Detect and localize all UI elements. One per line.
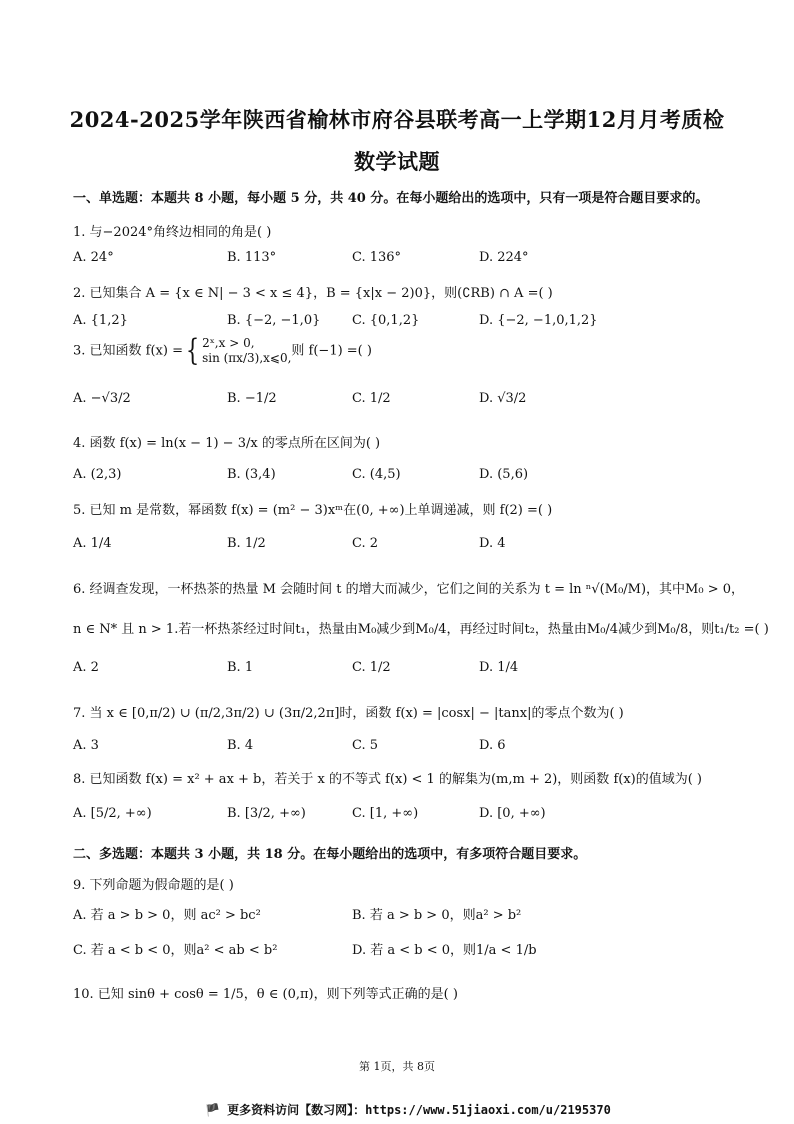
title-line1: 2024-2025学年陕西省榆林市府谷县联考高一上学期12月月考质检: [69, 107, 725, 132]
q5-option-b: B. 1/2: [227, 536, 266, 551]
q7-option-c: C. 5: [352, 738, 379, 753]
q2-option-c: C. {0,1,2}: [352, 313, 420, 328]
q5-stem: 5. 已知 m 是常数，幂函数 f(x) = (m² − 3)xᵐ在(0, +∞)上单调递减，则 f(2) =( ): [73, 503, 553, 518]
q2-option-a: A. {1,2}: [73, 313, 128, 328]
q4-option-a: A. (2,3): [73, 467, 122, 482]
q9-option-b: B. 若 a > b > 0，则a² > b²: [352, 908, 522, 923]
q6-option-a: A. 2: [73, 660, 99, 675]
q6-option-d: D. 1/4: [479, 660, 519, 675]
q3-option-a: A. −√3/2: [73, 391, 131, 406]
q5-option-a: A. 1/4: [73, 536, 112, 551]
q10-stem: 10. 已知 sinθ + cosθ = 1/5，θ ∈ (0,π)，则下列等式正确的是( ): [73, 987, 458, 1002]
q8-option-d: D. [0, +∞): [479, 806, 546, 821]
q6-option-b: B. 1: [227, 660, 254, 675]
ad-link[interactable]: 🏴 更多资料访问【数习网】：https://www.51jiaoxi.com/u/2195370: [205, 1103, 611, 1117]
q1-option-b: B. 113°: [227, 250, 277, 265]
q3-suffix: 则 f(−1) =( ): [291, 343, 372, 359]
q3-stem: [73, 333, 372, 368]
q7-option-b: B. 4: [227, 738, 254, 753]
q3-option-c: C. 1/2: [352, 391, 391, 406]
q2-stem: 2. 已知集合 A = {x ∈ N| − 3 < x ≤ 4}，B = {x|x − 2)0}，则(∁RB) ∩ A =( ): [73, 286, 553, 301]
q5-option-d: D. 4: [479, 536, 506, 551]
q4-option-b: B. (3,4): [227, 467, 276, 482]
q7-option-d: D. 6: [479, 738, 506, 753]
q3-option-d: D. √3/2: [479, 391, 527, 406]
q8-option-c: C. [1, +∞): [352, 806, 419, 821]
q5-option-c: C. 2: [352, 536, 379, 551]
q9-option-c: C. 若 a < b < 0，则a² < ab < b²: [73, 943, 278, 958]
q3-case1: 2ˣ,x > 0,: [202, 336, 255, 350]
q7-option-a: A. 3: [73, 738, 99, 753]
q3-case2: sin (πx/3),x⩽0,: [202, 351, 292, 365]
q9-option-d: D. 若 a < b < 0，则1/a < 1/b: [352, 943, 537, 958]
q1-option-a: A. 24°: [73, 250, 114, 265]
q4-stem: 4. 函数 f(x) = ln(x − 1) − 3/x 的零点所在区间为( ): [73, 436, 381, 451]
q7-stem: 7. 当 x ∈ [0,π/2) ∪ (π/2,3π/2) ∪ (3π/2,2π]时，函数 f(x) = |cosx| − |tanx|的零点个数为( ): [73, 706, 624, 721]
q3-prefix: 3. 已知函数 f(x) =: [73, 343, 183, 359]
brace-symbol: {: [185, 333, 200, 368]
q9-option-a: A. 若 a > b > 0，则 ac² > bc²: [73, 908, 261, 923]
page-footer: 第 1页，共 8页: [359, 1060, 435, 1073]
q4-option-c: C. (4,5): [352, 467, 401, 482]
q8-option-a: A. [5/2, +∞): [73, 806, 152, 821]
q1-option-c: C. 136°: [352, 250, 402, 265]
q3-option-b: B. −1/2: [227, 391, 277, 406]
q6-line2: n ∈ N* 且 n > 1.若一杯热茶经过时间t₁，热量由M₀减少到M₀/4，再经过时间t₂，热量由M₀/4减少到M₀/8，则t₁/t₂ =( ): [73, 622, 769, 637]
q6-option-c: C. 1/2: [352, 660, 391, 675]
q2-option-b: B. {−2, −1,0}: [227, 313, 321, 328]
q4-option-d: D. (5,6): [479, 467, 529, 482]
q9-stem: 9. 下列命题为假命题的是( ): [73, 878, 234, 893]
q8-option-b: B. [3/2, +∞): [227, 806, 306, 821]
q1-stem: 1. 与−2024°角终边相同的角是( ): [73, 225, 272, 240]
q6-line1: 6. 经调查发现，一杯热茶的热量 M 会随时间 t 的增大而减少，它们之间的关系为 t = ln ⁿ√(M₀/M)，其中M₀ > 0，: [73, 582, 744, 597]
section-2-heading: 二、多选题：本题共 3 小题，共 18 分。在每小题给出的选项中，有多项符合题目要求。: [73, 847, 587, 862]
q3-cases: [202, 336, 291, 366]
title-line2: 数学试题: [354, 149, 440, 174]
q8-stem: 8. 已知函数 f(x) = x² + ax + b，若关于 x 的不等式 f(x) < 1 的解集为(m,m + 2)，则函数 f(x)的值域为( ): [73, 772, 703, 787]
section-1-heading: 一、单选题：本题共 8 小题，每小题 5 分，共 40 分。在每小题给出的选项中，只有一项是符合题目要求的。: [73, 191, 709, 206]
q2-option-d: D. {−2, −1,0,1,2}: [479, 313, 598, 328]
q1-option-d: D. 224°: [479, 250, 529, 265]
